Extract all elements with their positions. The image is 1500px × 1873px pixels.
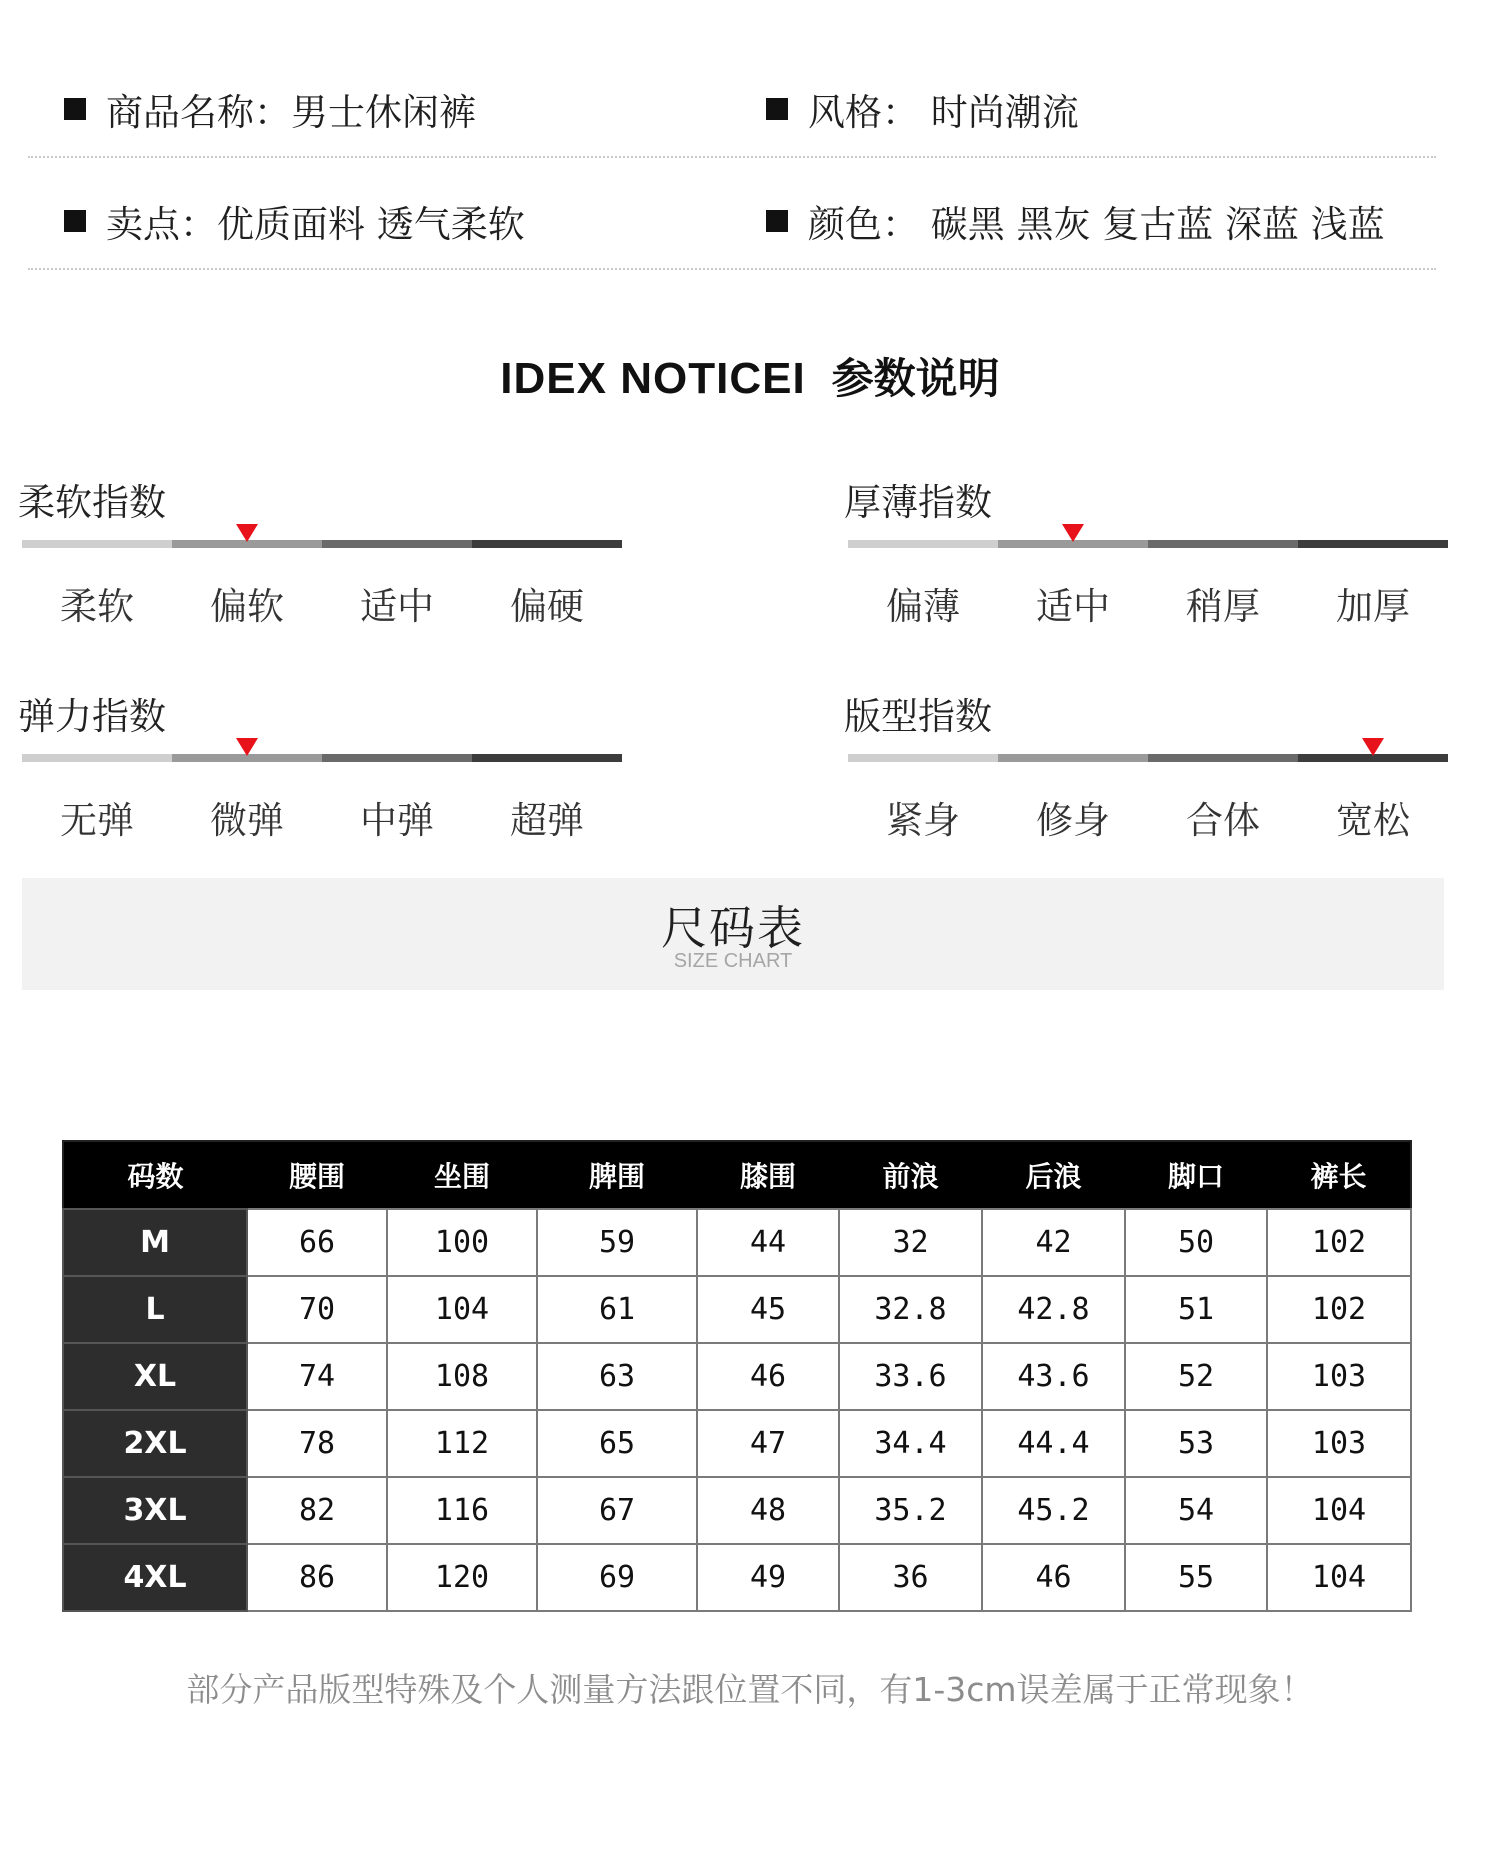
table-cell-size: 2XL xyxy=(63,1410,247,1477)
table-cell: 55 xyxy=(1125,1544,1267,1611)
info-row-2 xyxy=(28,156,1436,270)
product-style-text: 风格： 时尚潮流 xyxy=(808,91,1079,134)
square-bullet-icon xyxy=(766,98,788,120)
index-label: 修身 xyxy=(1036,799,1110,842)
index-marker-icon xyxy=(236,738,258,756)
table-cell: 50 xyxy=(1125,1209,1267,1276)
table-cell: 32.8 xyxy=(839,1276,982,1343)
index-track xyxy=(22,540,622,548)
colors-text: 颜色： 碳黑 黑灰 复古蓝 深蓝 浅蓝 xyxy=(808,203,1385,246)
table-cell: 61 xyxy=(537,1276,697,1343)
table-cell: 74 xyxy=(247,1343,387,1410)
elasticity-index-title: 弹力指数 xyxy=(18,695,166,738)
index-label: 偏软 xyxy=(210,585,284,628)
table-cell: 66 xyxy=(247,1209,387,1276)
product-colors xyxy=(766,194,1385,248)
header-thigh: 脾围 xyxy=(537,1141,697,1209)
table-cell-size: 4XL xyxy=(63,1544,247,1611)
index-label: 中弹 xyxy=(360,799,434,842)
index-label: 微弹 xyxy=(210,799,284,842)
table-cell: 48 xyxy=(697,1477,839,1544)
index-label: 超弹 xyxy=(510,799,584,842)
index-label: 宽松 xyxy=(1336,799,1410,842)
header-length: 裤长 xyxy=(1267,1141,1411,1209)
header-back-rise: 后浪 xyxy=(982,1141,1125,1209)
index-label: 适中 xyxy=(360,585,434,628)
notice-heading-zh: 参数说明 xyxy=(831,354,1000,403)
softness-index xyxy=(18,472,622,652)
table-cell: 33.6 xyxy=(839,1343,982,1410)
table-header-row xyxy=(63,1141,1411,1209)
size-chart-title: 尺码表 xyxy=(661,901,805,955)
table-cell-size: 3XL xyxy=(63,1477,247,1544)
table-cell: 103 xyxy=(1267,1410,1411,1477)
table-cell: 104 xyxy=(1267,1477,1411,1544)
product-style xyxy=(766,82,1079,136)
product-name-text: 商品名称：男士休闲裤 xyxy=(106,91,476,134)
index-labels xyxy=(22,790,622,844)
table-cell: 108 xyxy=(387,1343,537,1410)
table-cell: 44 xyxy=(697,1209,839,1276)
table-cell: 47 xyxy=(697,1410,839,1477)
fit-index xyxy=(844,686,1448,866)
table-cell: 103 xyxy=(1267,1343,1411,1410)
table-cell: 51 xyxy=(1125,1276,1267,1343)
table-cell: 34.4 xyxy=(839,1410,982,1477)
table-cell: 46 xyxy=(697,1343,839,1410)
notice-heading-en: IDEX NOTICEI xyxy=(500,354,806,403)
product-selling-point xyxy=(64,194,525,248)
header-leg-opening: 脚口 xyxy=(1125,1141,1267,1209)
table-cell: 32 xyxy=(839,1209,982,1276)
table-cell: 102 xyxy=(1267,1209,1411,1276)
measurement-footnote: 部分产品版型特殊及个人测量方法跟位置不同，有1-3cm误差属于正常现象！ xyxy=(186,1670,1314,1709)
notice-heading xyxy=(0,346,1500,406)
index-label: 偏薄 xyxy=(886,585,960,628)
size-table xyxy=(62,1140,1412,1612)
square-bullet-icon xyxy=(766,210,788,232)
table-cell: 100 xyxy=(387,1209,537,1276)
table-cell: 44.4 xyxy=(982,1410,1125,1477)
table-cell: 104 xyxy=(1267,1544,1411,1611)
square-bullet-icon xyxy=(64,210,86,232)
table-cell: 86 xyxy=(247,1544,387,1611)
table-cell: 42.8 xyxy=(982,1276,1125,1343)
index-marker-icon xyxy=(1362,738,1384,756)
index-track xyxy=(22,754,622,762)
thickness-index-title: 厚薄指数 xyxy=(844,481,992,524)
table-row xyxy=(63,1477,1411,1544)
index-label: 紧身 xyxy=(886,799,960,842)
header-hip: 坐围 xyxy=(387,1141,537,1209)
table-cell: 35.2 xyxy=(839,1477,982,1544)
header-front-rise: 前浪 xyxy=(839,1141,982,1209)
index-track xyxy=(848,540,1448,548)
index-label: 稍厚 xyxy=(1186,585,1260,628)
table-cell: 49 xyxy=(697,1544,839,1611)
table-cell: 82 xyxy=(247,1477,387,1544)
table-cell: 70 xyxy=(247,1276,387,1343)
table-row xyxy=(63,1544,1411,1611)
selling-point-text: 卖点：优质面料 透气柔软 xyxy=(106,203,525,246)
table-cell: 53 xyxy=(1125,1410,1267,1477)
table-cell: 63 xyxy=(537,1343,697,1410)
index-label: 无弹 xyxy=(60,799,134,842)
table-cell-size: M xyxy=(63,1209,247,1276)
table-row xyxy=(63,1410,1411,1477)
table-cell-size: XL xyxy=(63,1343,247,1410)
table-cell-size: L xyxy=(63,1276,247,1343)
index-labels xyxy=(22,576,622,630)
product-name xyxy=(64,82,476,136)
index-marker-icon xyxy=(1062,524,1084,542)
index-label: 加厚 xyxy=(1336,585,1410,628)
thickness-index xyxy=(844,472,1448,652)
table-cell: 45 xyxy=(697,1276,839,1343)
softness-index-title: 柔软指数 xyxy=(18,481,166,524)
elasticity-index xyxy=(18,686,622,866)
table-cell: 120 xyxy=(387,1544,537,1611)
table-cell: 42 xyxy=(982,1209,1125,1276)
table-cell: 43.6 xyxy=(982,1343,1125,1410)
table-cell: 116 xyxy=(387,1477,537,1544)
table-row xyxy=(63,1276,1411,1343)
fit-index-title: 版型指数 xyxy=(844,695,992,738)
header-size: 码数 xyxy=(63,1141,247,1209)
index-labels xyxy=(848,790,1448,844)
table-cell: 65 xyxy=(537,1410,697,1477)
table-cell: 46 xyxy=(982,1544,1125,1611)
index-label: 偏硬 xyxy=(510,585,584,628)
size-chart-subtitle: SIZE CHART xyxy=(673,950,793,972)
header-knee: 膝围 xyxy=(697,1141,839,1209)
table-cell: 59 xyxy=(537,1209,697,1276)
table-cell: 36 xyxy=(839,1544,982,1611)
index-marker-icon xyxy=(236,524,258,542)
table-cell: 67 xyxy=(537,1477,697,1544)
table-cell: 45.2 xyxy=(982,1477,1125,1544)
table-cell: 69 xyxy=(537,1544,697,1611)
square-bullet-icon xyxy=(64,98,86,120)
info-row-1 xyxy=(28,44,1436,158)
index-label: 合体 xyxy=(1186,799,1260,842)
size-chart-banner xyxy=(22,878,1444,990)
index-label: 柔软 xyxy=(60,585,134,628)
index-label: 适中 xyxy=(1036,585,1110,628)
table-cell: 52 xyxy=(1125,1343,1267,1410)
table-cell: 78 xyxy=(247,1410,387,1477)
index-labels xyxy=(848,576,1448,630)
header-waist: 腰围 xyxy=(247,1141,387,1209)
index-track xyxy=(848,754,1448,762)
table-cell: 104 xyxy=(387,1276,537,1343)
table-row xyxy=(63,1209,1411,1276)
table-cell: 54 xyxy=(1125,1477,1267,1544)
table-row xyxy=(63,1343,1411,1410)
table-cell: 102 xyxy=(1267,1276,1411,1343)
table-cell: 112 xyxy=(387,1410,537,1477)
